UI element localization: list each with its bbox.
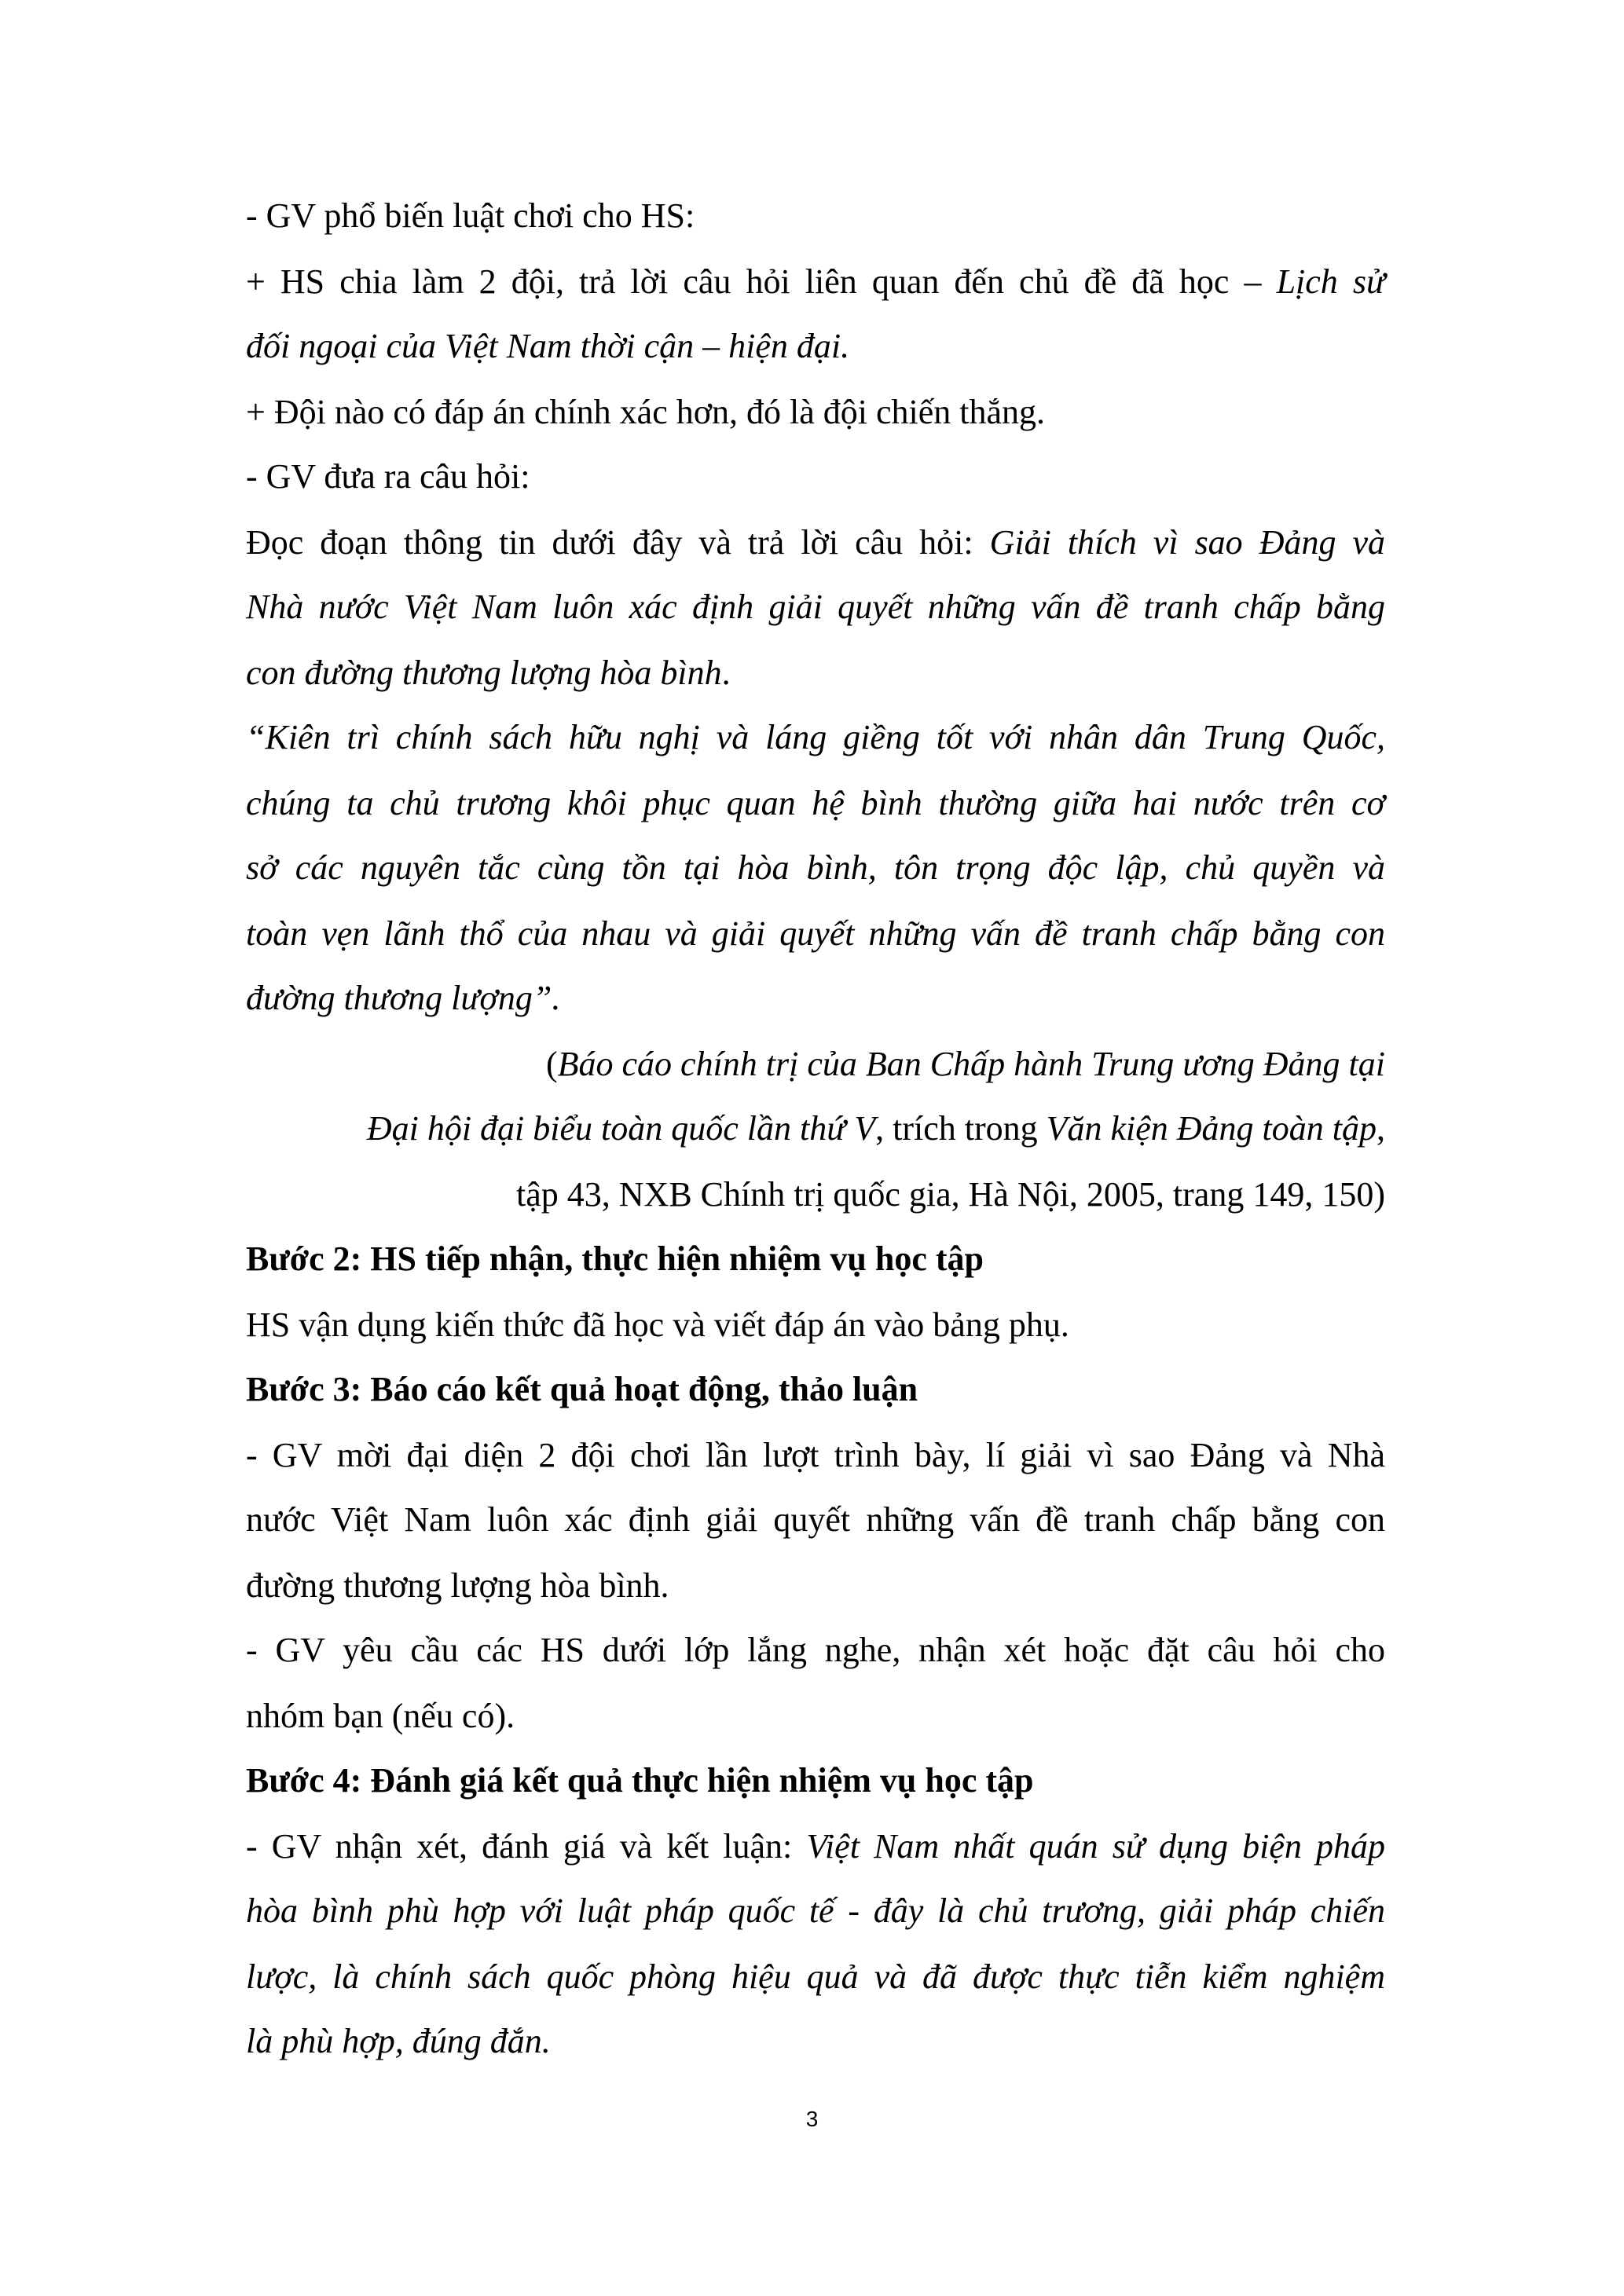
question-text: Giải thích vì sao Đảng và [989, 523, 1385, 562]
step-3-text: nhóm bạn (nếu có). [246, 1697, 515, 1735]
conclusion-text: Việt Nam nhất quán sử dụng biện pháp [806, 1827, 1385, 1866]
conclusion-line [246, 1825, 1385, 1868]
conclusion-text-cont: hòa bình phù hợp với luật pháp quốc tế - đây là chủ trương, giải pháp chiến [246, 1891, 1385, 1930]
question-text-end [246, 652, 1385, 694]
citation-paren: ( [545, 1045, 558, 1083]
rule-intro: - GV phổ biến luật chơi cho HS: [246, 196, 695, 235]
step-2-text: HS vận dụng kiến thức đã học và viết đáp án vào bảng phụ. [246, 1305, 1069, 1344]
conclusion-text-end: là phù hợp, đúng đắn. [246, 2022, 551, 2060]
question-text-cont: Nhà nước Việt Nam luôn xác định giải quyết những vấn đề tranh chấp bằng [246, 588, 1385, 626]
question-line [246, 522, 1385, 564]
quote-line: toàn vẹn lãnh thổ của nhau và giải quyết những vấn đề tranh chấp bằng con [246, 914, 1385, 953]
rule-teams-text: + HS chia làm 2 đội, trả lời câu hỏi liên quan đến chủ đề đã học – [246, 262, 1277, 301]
quote-line: đường thương lượng”. [246, 979, 561, 1017]
page-number: 3 [805, 2107, 819, 2131]
step-3-text: - GV mời đại diện 2 đội chơi lần lượt trình bày, lí giải vì sao Đảng và Nhà [246, 1436, 1385, 1474]
citation-title: Báo cáo chính trị của Ban Chấp hành Trung ương Đảng tại [557, 1045, 1385, 1083]
quote-line: chúng ta chủ trương khôi phục quan hệ bình thường giữa hai nước trên cơ [246, 784, 1385, 822]
citation-line [246, 1043, 1385, 1086]
step-3-text: đường thương lượng hòa bình. [246, 1566, 669, 1605]
step-3-heading: Bước 3: Báo cáo kết quả hoạt động, thảo luận [246, 1370, 918, 1408]
citation-line: tập 43, NXB Chính trị quốc gia, Hà Nội, 2005, trang 149, 150) [516, 1175, 1385, 1214]
citation-line [246, 1108, 1385, 1150]
citation-connector: , trích trong [875, 1109, 1047, 1148]
citation-comma: , [1377, 1109, 1385, 1148]
rule-teams [246, 261, 1385, 303]
question-lead: Đọc đoạn thông tin dưới đây và trả lời câu hỏi: [246, 523, 990, 562]
citation-title-cont: Đại hội đại biểu toàn quốc lần thứ V [366, 1109, 876, 1148]
quote-line: sở các nguyên tắc cùng tồn tại hòa bình, tôn trọng độc lập, chủ quyền và [246, 848, 1385, 887]
question-period: . [721, 654, 731, 692]
topic-title: Lịch sử [1276, 262, 1385, 301]
step-3-text: - GV yêu cầu các HS dưới lớp lắng nghe, nhận xét hoặc đặt câu hỏi cho [246, 1631, 1385, 1669]
step-2-heading: Bước 2: HS tiếp nhận, thực hiện nhiệm vụ học tập [246, 1240, 984, 1278]
question-intro: - GV đưa ra câu hỏi: [246, 457, 530, 496]
question-text-tail: con đường thương lượng hòa bình [246, 654, 722, 692]
quote-line: “Kiên trì chính sách hữu nghị và láng giềng tốt với nhân dân Trung Quốc, [246, 718, 1385, 756]
step-4-heading: Bước 4: Đánh giá kết quả thực hiện nhiệm vụ học tập [246, 1761, 1034, 1800]
rule-winner: + Đội nào có đáp án chính xác hơn, đó là đội chiến thắng. [246, 393, 1046, 431]
citation-book: Văn kiện Đảng toàn tập [1046, 1109, 1377, 1148]
conclusion-lead: - GV nhận xét, đánh giá và kết luận: [246, 1827, 807, 1866]
step-3-text: nước Việt Nam luôn xác định giải quyết những vấn đề tranh chấp bằng con [246, 1500, 1385, 1539]
topic-title-cont: đối ngoại của Việt Nam thời cận – hiện đại. [246, 327, 850, 365]
conclusion-text-cont: lược, là chính sách quốc phòng hiệu quả và đã được thực tiễn kiểm nghiệm [246, 1957, 1385, 1996]
